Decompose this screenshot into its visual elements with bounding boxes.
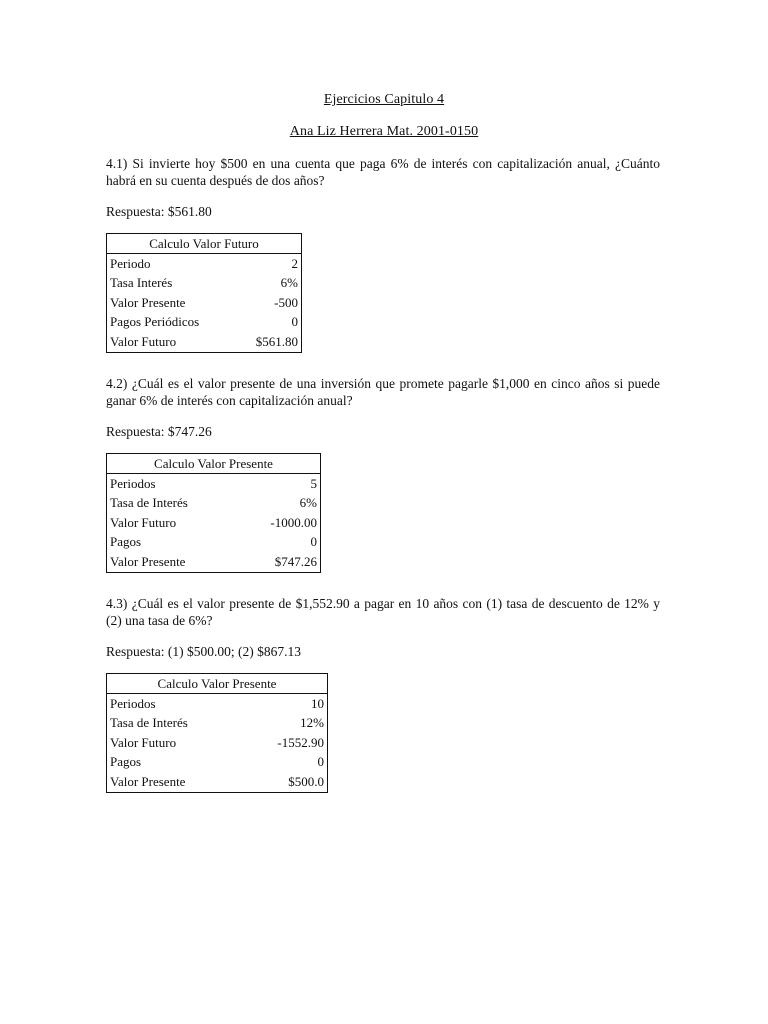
- row-label: Valor Futuro: [110, 514, 177, 530]
- answer-4-2: Respuesta: $747.26: [106, 424, 212, 439]
- row-label: Pagos: [110, 754, 142, 770]
- question-4-3: 4.3) ¿Cuál es el valor presente de $1,552.90 a pagar en 10 años con (1) tasa de descuento de 12% y (2) una tasa de 6%?: [106, 596, 660, 628]
- row-value: 0: [310, 534, 317, 550]
- calc-table-future-value: [106, 233, 302, 353]
- table-title: Calculo Valor Presente: [107, 674, 328, 694]
- row-value: $747.26: [274, 553, 317, 569]
- row-label: Valor Presente: [110, 773, 186, 789]
- row-value: 2: [291, 255, 298, 271]
- row-value: 0: [317, 754, 324, 770]
- row-value: 6%: [299, 495, 317, 511]
- table-row: [107, 274, 302, 294]
- table-row: [107, 293, 302, 313]
- row-label: Tasa Interés: [110, 275, 173, 291]
- table-row: [107, 494, 321, 514]
- author-line: Ana Liz Herrera Mat. 2001-0150: [289, 124, 479, 139]
- row-label: Valor Futuro: [110, 333, 177, 349]
- table-row: [107, 733, 328, 753]
- calc-table-present-value-1: [106, 453, 321, 573]
- row-value: -1000.00: [270, 514, 317, 530]
- row-value: 5: [310, 475, 317, 491]
- row-label: Pagos Periódicos: [110, 314, 200, 330]
- row-label: Periodos: [110, 695, 156, 711]
- table-row: [107, 313, 302, 333]
- table-row: [107, 552, 321, 572]
- table-title: Calculo Valor Futuro: [107, 234, 302, 254]
- page-title: Ejercicios Capitulo 4: [323, 92, 445, 107]
- question-4-1: 4.1) Si invierte hoy $500 en una cuenta que paga 6% de interés con capitalización anual, ¿Cuánto habrá en su cuenta después de dos años?: [106, 156, 660, 188]
- row-label: Periodos: [110, 475, 156, 491]
- row-label: Valor Presente: [110, 294, 186, 310]
- table-row: [107, 772, 328, 792]
- row-label: Tasa de Interés: [110, 715, 188, 731]
- row-label: Pagos: [110, 534, 142, 550]
- table-row: [107, 513, 321, 533]
- table-row: [107, 753, 328, 773]
- row-label: Valor Futuro: [110, 734, 177, 750]
- table-row: [107, 694, 328, 714]
- table-row: [107, 332, 302, 352]
- row-value: -500: [274, 294, 298, 310]
- row-value: 6%: [280, 275, 298, 291]
- row-value: $561.80: [255, 333, 298, 349]
- table-row: [107, 533, 321, 553]
- row-value: 0: [291, 314, 298, 330]
- table-title: Calculo Valor Presente: [107, 454, 321, 474]
- table-row: [107, 254, 302, 274]
- row-value: -1552.90: [277, 734, 324, 750]
- table-row: [107, 714, 328, 734]
- answer-4-1: Respuesta: $561.80: [106, 204, 212, 219]
- row-label: Valor Presente: [110, 553, 186, 569]
- row-value: $500.0: [288, 773, 324, 789]
- calc-table-present-value-2: [106, 673, 328, 793]
- table-row: [107, 474, 321, 494]
- row-value: 12%: [300, 715, 324, 731]
- question-4-2: 4.2) ¿Cuál es el valor presente de una inversión que promete pagarle $1,000 en cinco años si puede ganar 6% de interés con capitalización anual?: [106, 376, 660, 408]
- row-value: 10: [311, 695, 324, 711]
- row-label: Periodo: [110, 255, 151, 271]
- row-label: Tasa de Interés: [110, 495, 188, 511]
- answer-4-3: Respuesta: (1) $500.00; (2) $867.13: [106, 644, 301, 659]
